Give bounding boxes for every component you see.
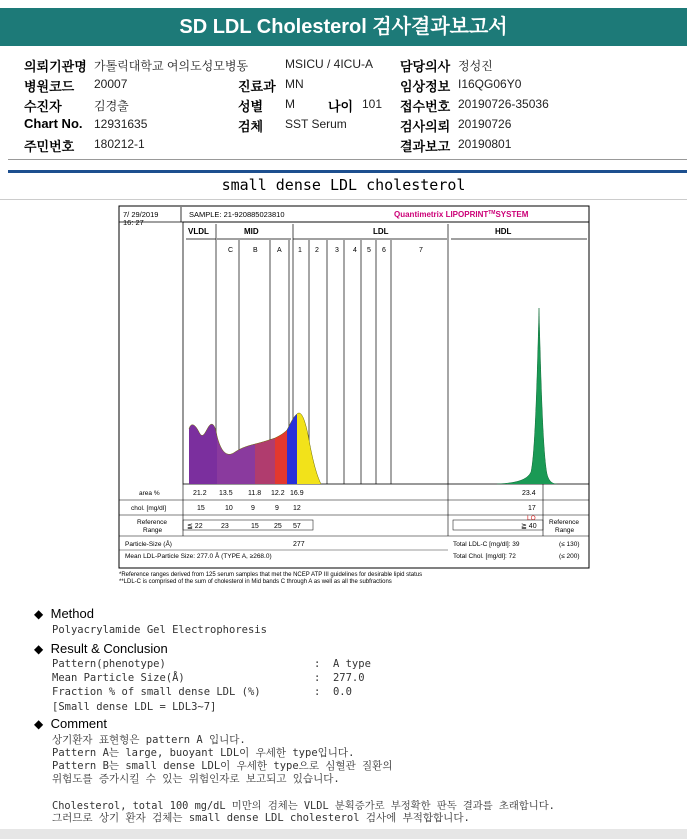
ref-value: 23	[221, 523, 229, 530]
ref-value: 57	[293, 523, 301, 530]
band-label: 6	[382, 247, 386, 254]
group-hdl: HDL	[495, 227, 512, 236]
ref-right-label: Range	[555, 527, 575, 534]
info-value: 정성진	[458, 59, 493, 73]
comment-heading	[34, 716, 107, 731]
band-label: 4	[353, 247, 357, 254]
comment-line: 그러므로 상기 환자 검체는 small dense LDL cholesterol 검사에 부적합합니다.	[52, 812, 470, 824]
info-label: 검체	[238, 119, 264, 134]
mean-size-label: Mean LDL-Particle Size: 277.0 Å (TYPE A, ≥268.0)	[125, 553, 272, 560]
info-label: 나이	[328, 99, 354, 114]
chol-value: 10	[225, 505, 233, 512]
area-hdl-value: 23.4	[522, 490, 536, 497]
method-heading-text: Method	[50, 606, 94, 621]
brand-tail: SYSTEM	[495, 210, 529, 219]
total-ldl-label: Total LDL-C [mg/dl]: 39	[453, 541, 520, 548]
total-chol-range: (≤ 200)	[559, 553, 580, 560]
comment-line: Pattern B는 small dense LDL이 우세한 type으로 심혈관 질환의	[52, 760, 393, 772]
divider	[8, 159, 687, 160]
info-value: MSICU / 4ICU-A	[285, 57, 374, 71]
info-value: 가톨릭대학교 여의도성모병동	[94, 59, 249, 73]
band-label: 2	[315, 247, 319, 254]
info-value: 180212-1	[94, 137, 145, 151]
comment-line: Pattern A는 large, buoyant LDL이 우세한 type입니다.	[52, 747, 355, 759]
row-label-ref: Reference	[137, 519, 167, 526]
total-chol-label: Total Chol. [mg/dl]: 72	[453, 553, 516, 560]
chol-value: 9	[275, 505, 279, 512]
ref-value: ≦ 22	[187, 523, 203, 530]
area-value: 21.2	[193, 490, 207, 497]
brand-name	[394, 210, 529, 219]
page-footer	[0, 829, 687, 839]
info-value: 20190726	[458, 117, 512, 131]
row-label-ref: Range	[143, 527, 163, 534]
info-label: 검사의뢰	[400, 119, 451, 134]
total-ldl-range: (≤ 130)	[559, 541, 580, 548]
report-time: 16: 27	[123, 218, 144, 227]
chol-value: 9	[251, 505, 255, 512]
info-label: 접수번호	[400, 99, 451, 114]
chol-hdl-value: 17	[528, 505, 536, 512]
info-value: I16QG06Y0	[458, 77, 522, 91]
result-value: : 0.0	[314, 686, 352, 698]
brand-main: Quantimetrix LIPOPRINT	[394, 210, 489, 219]
result-value: : 277.0	[314, 672, 365, 684]
info-value: 20190726-35036	[458, 97, 549, 111]
ref-hdl-value: ≧ 40	[521, 523, 537, 530]
group-vldl: VLDL	[188, 227, 209, 236]
band-label: A	[277, 247, 282, 254]
chol-value: 12	[293, 505, 301, 512]
info-label: 병원코드	[24, 79, 75, 94]
info-label: 진료과	[238, 79, 276, 94]
method-heading	[34, 606, 94, 621]
group-ldl: LDL	[373, 227, 389, 236]
band-label: 1	[298, 247, 302, 254]
info-label: 담당의사	[400, 59, 451, 74]
comment-heading-text: Comment	[50, 716, 107, 731]
info-value: SST Serum	[285, 117, 347, 131]
band-label: 7	[419, 247, 423, 254]
report-date: 7/ 29/2019	[123, 210, 159, 219]
comment-line: 상기환자 표현형은 pattern A 입니다.	[52, 734, 246, 746]
ref-right-label: Reference	[549, 519, 579, 526]
area-value: 11.8	[248, 490, 262, 497]
report-frame	[119, 206, 589, 568]
lipoprint-report	[117, 204, 593, 588]
chol-flag: LO	[527, 515, 536, 522]
result-note: [Small dense LDL = LDL3~7]	[52, 701, 217, 713]
info-label: 임상정보	[400, 79, 451, 94]
chol-value: 15	[197, 505, 205, 512]
divider	[0, 199, 687, 200]
fraction-mid-b	[255, 438, 275, 484]
particle-size-value: 277	[293, 541, 305, 548]
comment-line: Cholesterol, total 100 mg/dL 미만의 검체는 VLDL 분획증가로 부정확한 판독 결과를 초래합니다.	[52, 800, 555, 812]
diamond-icon: ◆	[34, 642, 44, 656]
area-value: 12.2	[271, 490, 285, 497]
fraction-mid-a	[275, 430, 287, 484]
report-note: **LDL-C is comprised of the sum of cholesterol in Mid bands C through A as well as all the subfractions	[119, 579, 392, 585]
group-mid: MID	[244, 227, 259, 236]
diamond-icon: ◆	[34, 717, 44, 731]
result-heading-text: Result & Conclusion	[50, 641, 168, 656]
particle-size-label: Particle-Size (Å)	[125, 541, 172, 548]
info-value: 김경출	[94, 99, 129, 113]
comment-line: 위험도를 증가시킬 수 있는 위험인자로 보고되고 있습니다.	[52, 773, 340, 785]
area-value: 16.9	[290, 490, 304, 497]
result-value: : A type	[314, 658, 371, 670]
area-value: 13.5	[219, 490, 233, 497]
band-label: 5	[367, 247, 371, 254]
info-value: 20190801	[458, 137, 512, 151]
row-label-chol: chol. [mg/dl]	[131, 505, 167, 512]
info-value: MN	[285, 77, 304, 91]
info-label: 결과보고	[400, 139, 451, 154]
info-label: 수진자	[24, 99, 62, 114]
result-label: Pattern(phenotype)	[52, 658, 166, 670]
sample-id: SAMPLE: 21-920885023810	[189, 210, 285, 219]
section-title: small dense LDL cholesterol	[221, 176, 466, 194]
band-label: B	[253, 247, 258, 254]
info-value: 12931635	[94, 117, 148, 131]
info-label: 성별	[238, 99, 264, 114]
row-label-area: area %	[139, 490, 160, 497]
report-note: *Reference ranges derived from 125 serum samples that met the NCEP ATP III guidelines for desirable lipid status	[119, 572, 423, 578]
ref-value: 25	[274, 523, 282, 530]
divider	[8, 170, 687, 173]
info-value: 101	[362, 97, 383, 111]
diamond-icon: ◆	[34, 607, 44, 621]
brand-tm: TM	[488, 210, 496, 216]
report-title: SD LDL Cholesterol 검사결과보고서	[0, 8, 687, 46]
info-value: 20007	[94, 77, 128, 91]
info-label: 주민번호	[24, 139, 75, 154]
result-label: Mean Particle Size(Å)	[52, 672, 185, 684]
info-label: Chart No.	[24, 116, 83, 131]
method-text: Polyacrylamide Gel Electrophoresis	[52, 624, 267, 636]
info-value: M	[285, 97, 295, 111]
info-label: 의뢰기관명	[24, 59, 87, 74]
ref-value: 15	[251, 523, 259, 530]
band-label: 3	[335, 247, 339, 254]
lipoprint-chart	[117, 204, 593, 588]
result-label: Fraction % of small dense LDL (%)	[52, 686, 261, 698]
result-heading	[34, 641, 168, 656]
band-label: C	[228, 247, 234, 254]
